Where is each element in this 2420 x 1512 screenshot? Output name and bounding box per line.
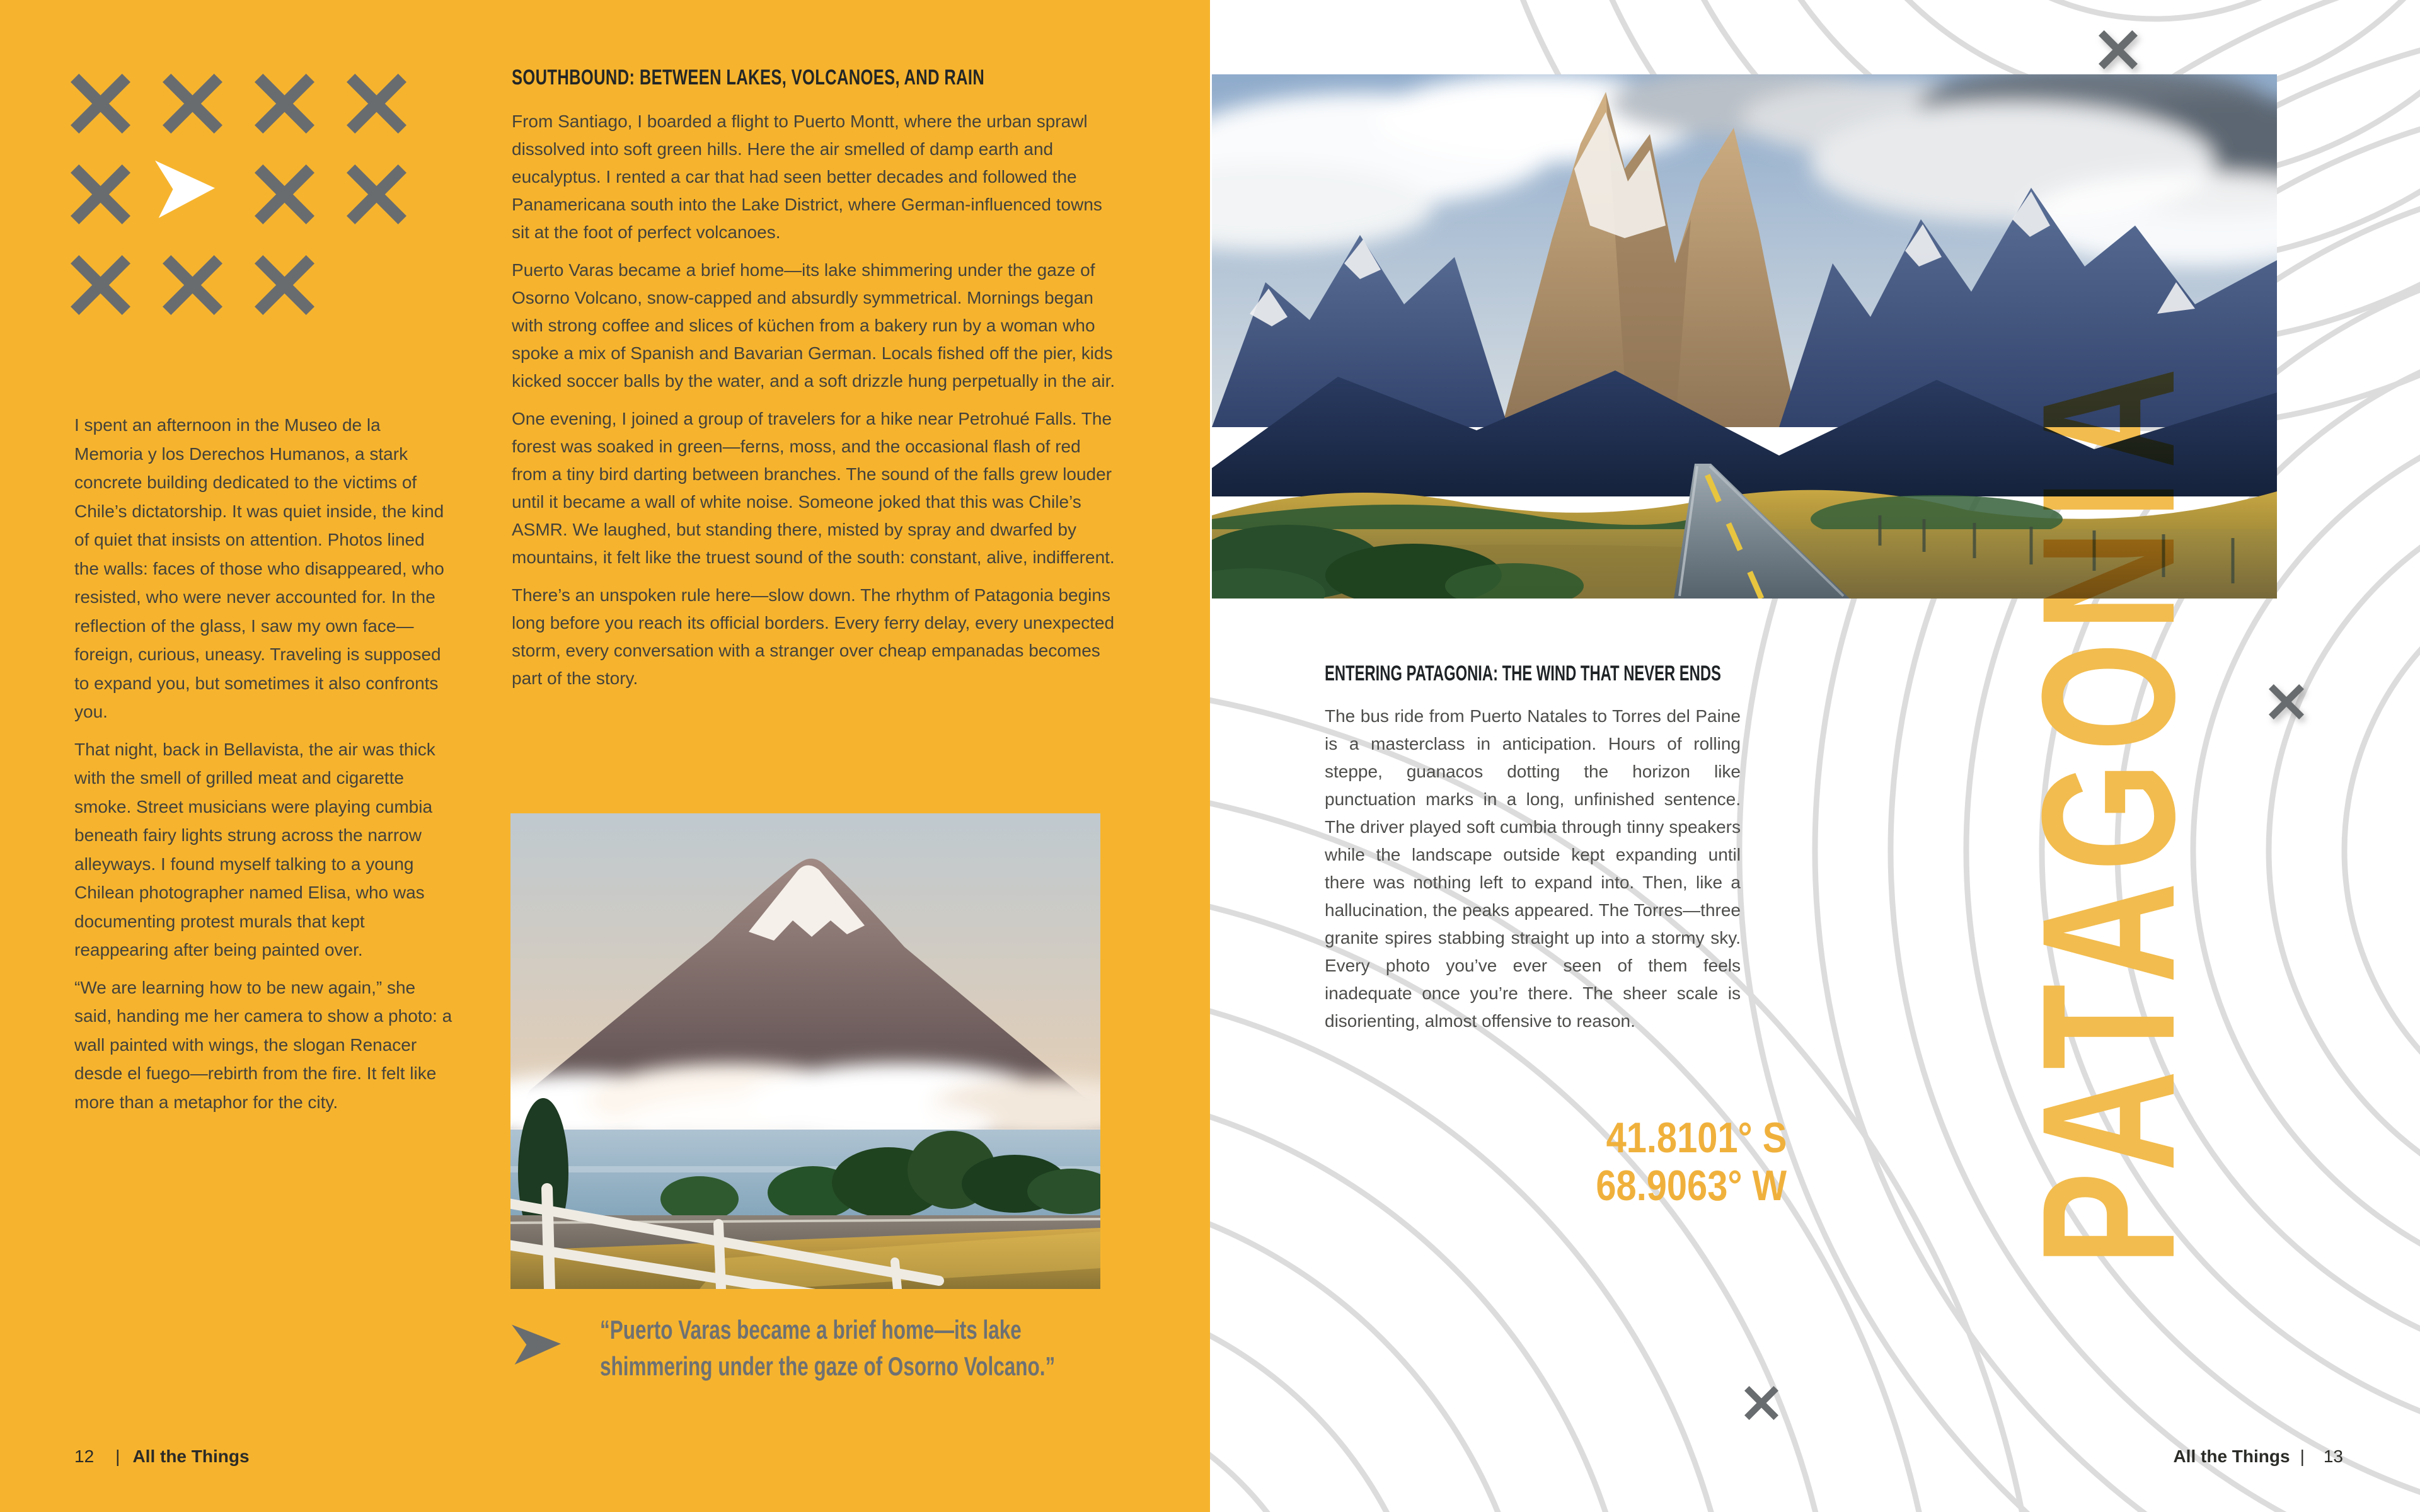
article-paragraph: Puerto Varas became a brief home—its lake shimmering under the gaze of Osorno Volcano, snow-capped and absurdly symmetrical. Mornings began with strong coffee and slices of küchen from a bakery run by a woman who spoke a mix of Spanish and Bavarian German. Locals fished off the pier, kids kicked soccer balls by the water, and a soft drizzle hung perpetually in the air. [512, 260, 1115, 391]
latitude-value: 41.8101° S [1606, 1114, 1787, 1162]
magazine-title: All the Things [2173, 1446, 2290, 1466]
article-paragraph: There’s an unspoken rule here—slow down. The rhythm of Patagonia begins long before you reach its official borders. Every ferry delay, every unexpected storm, every conversation with a stranger over cheap empanadas becomes part of the story. [512, 585, 1115, 688]
footer-separator: | [115, 1446, 120, 1466]
x-mark-icon [71, 74, 130, 134]
sidebar-paragraph: “We are learning how to be new again,” she said, handing me her camera to show a photo: a wall painted with wings, the slogan Renacer desde el fuego—rebirth from the fire. It felt like more than a metaphor for the city. [74, 977, 452, 1112]
sidebar-paragraph: I spent an afternoon in the Museo de la Memoria y los Derechos Humanos, a stark concrete building dedicated to the victims of Chile’s dictatorship. It was quiet inside, the kind of quiet that insists on attention. Photos lined the walls: faces of those who disappeared, who resisted, who were never accounted for. In the reflection of the glass, I saw my own face—foreign, curious, uneasy. Traveling is supposed to expand you, but sometimes it also confronts you. [74, 415, 444, 721]
x-mark-icon [255, 74, 314, 134]
x-mark-icon [71, 255, 130, 315]
x-mark-icon [2099, 30, 2138, 69]
osorno-volcano-photo [510, 813, 1100, 1289]
x-mark-icon [2269, 684, 2304, 719]
x-mark-icon [255, 164, 314, 224]
section-block [1325, 662, 1741, 1035]
x-mark-icon [1744, 1386, 1778, 1420]
quote-arrow-icon [512, 1323, 561, 1365]
x-mark-icon [255, 255, 314, 315]
section-paragraph: The bus ride from Puerto Natales to Torres del Paine is a masterclass in anticipation. Hours of rolling steppe, guanacos dotting the horizon like punctuation marks in a long, unfinished sentence. The driver played soft cumbia through tinny speakers while the landscape outside kept expanding until there was nothing left to expand into. Then, like a hallucination, the peaks appeared. The Torres—three granite spires stabbing straight up into a stormy sky. Every photo you’ve ever seen of them feels inadequate once you’re there. The sheer scale is disorienting, almost offensive to reason. [1325, 706, 1741, 1031]
right-page [1210, 0, 2420, 1512]
longitude-value: 68.9063° W [1596, 1162, 1787, 1210]
page-number: 12 [74, 1446, 95, 1466]
x-mark-icon [71, 164, 130, 224]
footer-separator: | [2300, 1446, 2305, 1466]
article-heading: SOUTHBOUND: BETWEEN LAKES, VOLCANOES, AND RAIN [512, 66, 985, 89]
article-column [512, 66, 1117, 702]
coordinates [1323, 1114, 1787, 1210]
cursor-arrow-icon [163, 164, 222, 224]
article-paragraph: One evening, I joined a group of travelers for a hike near Petrohué Falls. The forest was soaked in green—ferns, moss, and the occasional flash of red from a tiny bird darting between branches. The sound of the falls grew louder until it became a wall of white noise. Someone joked that this was Chile’s ASMR. We laughed, but standing there, misted by spray and dwarfed by mountains, it felt like the truest sound of the south: constant, alive, indifferent. [512, 409, 1115, 567]
magazine-title: All the Things [132, 1446, 250, 1466]
sidebar-column [74, 411, 452, 1125]
decorative-x-grid [71, 74, 406, 315]
vertical-title-patagonia: PATAGONIA [2002, 356, 2214, 1266]
article-paragraph: From Santiago, I boarded a flight to Puerto Montt, where the urban sprawl dissolved into soft green hills. Here the air smelled of damp earth and eucalyptus. I rented a car that had seen better decades and followed the Panamericana south into the Lake District, where German-influenced towns sit at the foot of perfect volcanoes. [512, 112, 1102, 242]
sidebar-paragraph: That night, back in Bellavista, the air was thick with the smell of grilled meat and cigarette smoke. Street musicians were playing cumbia beneath fairy lights strung across the narrow alleyways. I found myself talking to a young Chilean photographer named Elisa, who was documenting protest murals that kept reappearing after being painted over. [74, 739, 435, 959]
x-mark-icon [347, 164, 406, 224]
right-page-footer [2173, 1446, 2343, 1467]
pull-quote-text: “Puerto Varas became a brief home—its lake shimmering under the gaze of Osorno Volcano.” [600, 1315, 1056, 1381]
x-mark-icon [163, 255, 222, 315]
x-mark-icon [347, 74, 406, 134]
left-page-footer [74, 1446, 250, 1467]
page-number: 13 [2323, 1446, 2343, 1466]
x-mark-icon [163, 74, 222, 134]
section-heading: ENTERING PATAGONIA: THE WIND THAT NEVER ENDS [1325, 662, 1721, 685]
